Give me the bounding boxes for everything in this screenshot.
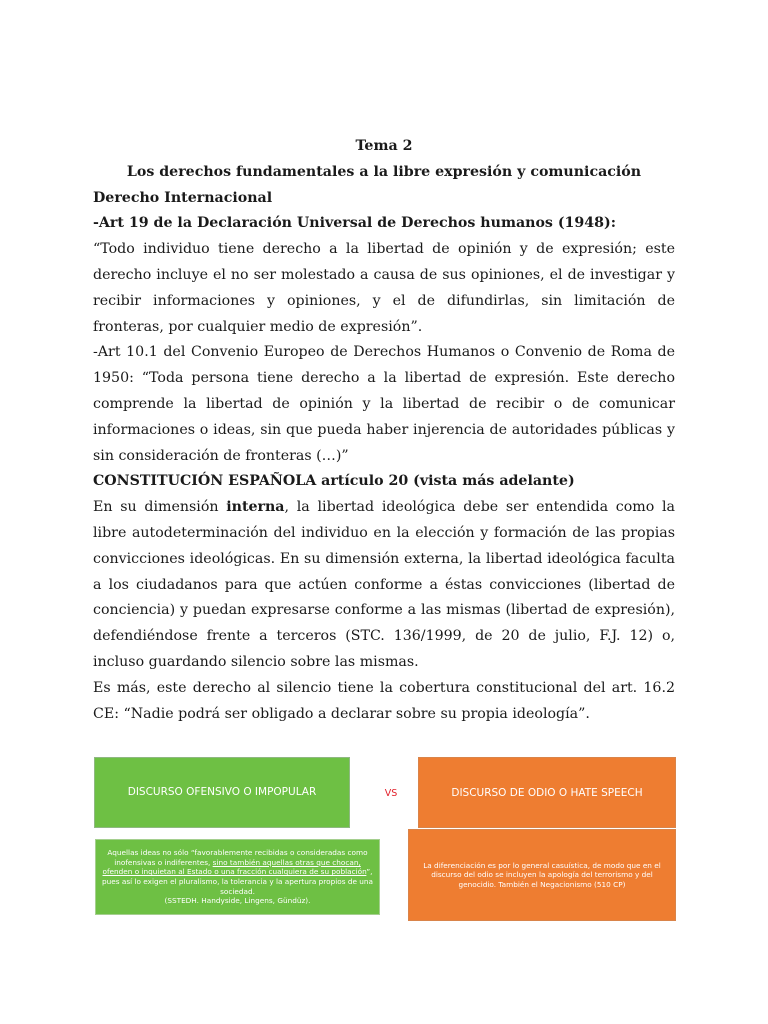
silence-paragraph: Es más, este derecho al silencio tiene la cobertura constitucional del art. 16.2 CE: “Nadie podrá ser obligado a declarar sobre su propia ideología”. <box>93 679 675 722</box>
versus-label: VS <box>384 788 398 799</box>
page-title: Los derechos fundamentales a la libre expresión y comunicación <box>126 163 642 180</box>
topic-number: Tema 2 <box>355 138 413 154</box>
art10-paragraph: -Art 10.1 del Convenio Europeo de Derechos Humanos o Convenio de Roma de 1950: “Toda persona tiene derecho a la libertad de expresión. Este derecho comprende la libertad de opinión y la libertad de recibir o de comunicar informaciones o ideas, sin que pueda haber injerencia de autoridades públicas y sin consideración de fronteras (…)” <box>93 344 675 464</box>
offensive-speech-text <box>102 848 373 906</box>
constitution-heading: CONSTITUCIÓN ESPAÑOLA artículo 20 (vista más adelante) <box>93 473 575 490</box>
hate-speech-description <box>408 829 676 921</box>
offensive-speech-label: DISCURSO OFENSIVO O IMPOPULAR <box>127 785 317 798</box>
hate-speech-box <box>418 757 676 828</box>
offensive-text-end: ”, pues así lo exigen el pluralismo, la tolerancia y la apertura propios de una sociedad. <box>102 867 373 896</box>
art19-heading: -Art 19 de la Declaración Universal de Derechos humanos (1948): <box>93 215 616 232</box>
section-heading-international: Derecho Internacional <box>93 189 273 206</box>
art19-quote: “Todo individuo tiene derecho a la libertad de opinión y de expresión; este derecho incluye el no ser molestado a causa de sus opiniones, el de investigar y recibir informaciones y opiniones, y el de difundirlas, sin limitación de fronteras, por cualquier medio de expresión”. <box>93 241 675 335</box>
offensive-speech-box <box>94 757 350 828</box>
dimension-text-rest: , la libertad ideológica debe ser entendida como la libre autodeterminación del individuo en la elección y formación de las propias convicciones ideológicas. En su dimensión externa, la libertad ideológica faculta a los ciudadanos para que actúen conforme a éstas convicciones (libertad de conciencia) y puedan expresarse conforme a las mismas (libertad de expresión), defendiéndose frente a terceros (STC. 136/1999, de 20 de julio, F.J. 12) o, incluso guardando silencio sobre las mismas. <box>93 499 675 670</box>
document-body <box>93 134 675 727</box>
dimension-paragraph <box>93 495 675 676</box>
case-citation: (SSTEDH. Handyside, Lingens, Gündüz). <box>164 896 311 906</box>
offensive-text-start: Aquellas ideas no sólo “favorablemente recibidas o consideradas como inofensivas o indiferentes, <box>107 848 368 867</box>
hate-speech-label: DISCURSO DE ODIO O HATE SPEECH <box>451 786 643 799</box>
offensive-speech-description <box>95 839 380 915</box>
hate-speech-text: La diferenciación es por lo general casuística, de modo que en el discurso del odio se incluyen la apología del terrorismo y del genocidio. También el Negacionismo (510 CP) <box>423 860 661 889</box>
dimension-bold-term: interna <box>226 499 285 516</box>
dimension-text-start: En su dimensión <box>93 499 227 516</box>
offensive-text-underlined: sino también aquellas otras que chocan, ofenden o inquietan al Estado o una fracción cualquiera de su población <box>102 857 367 877</box>
